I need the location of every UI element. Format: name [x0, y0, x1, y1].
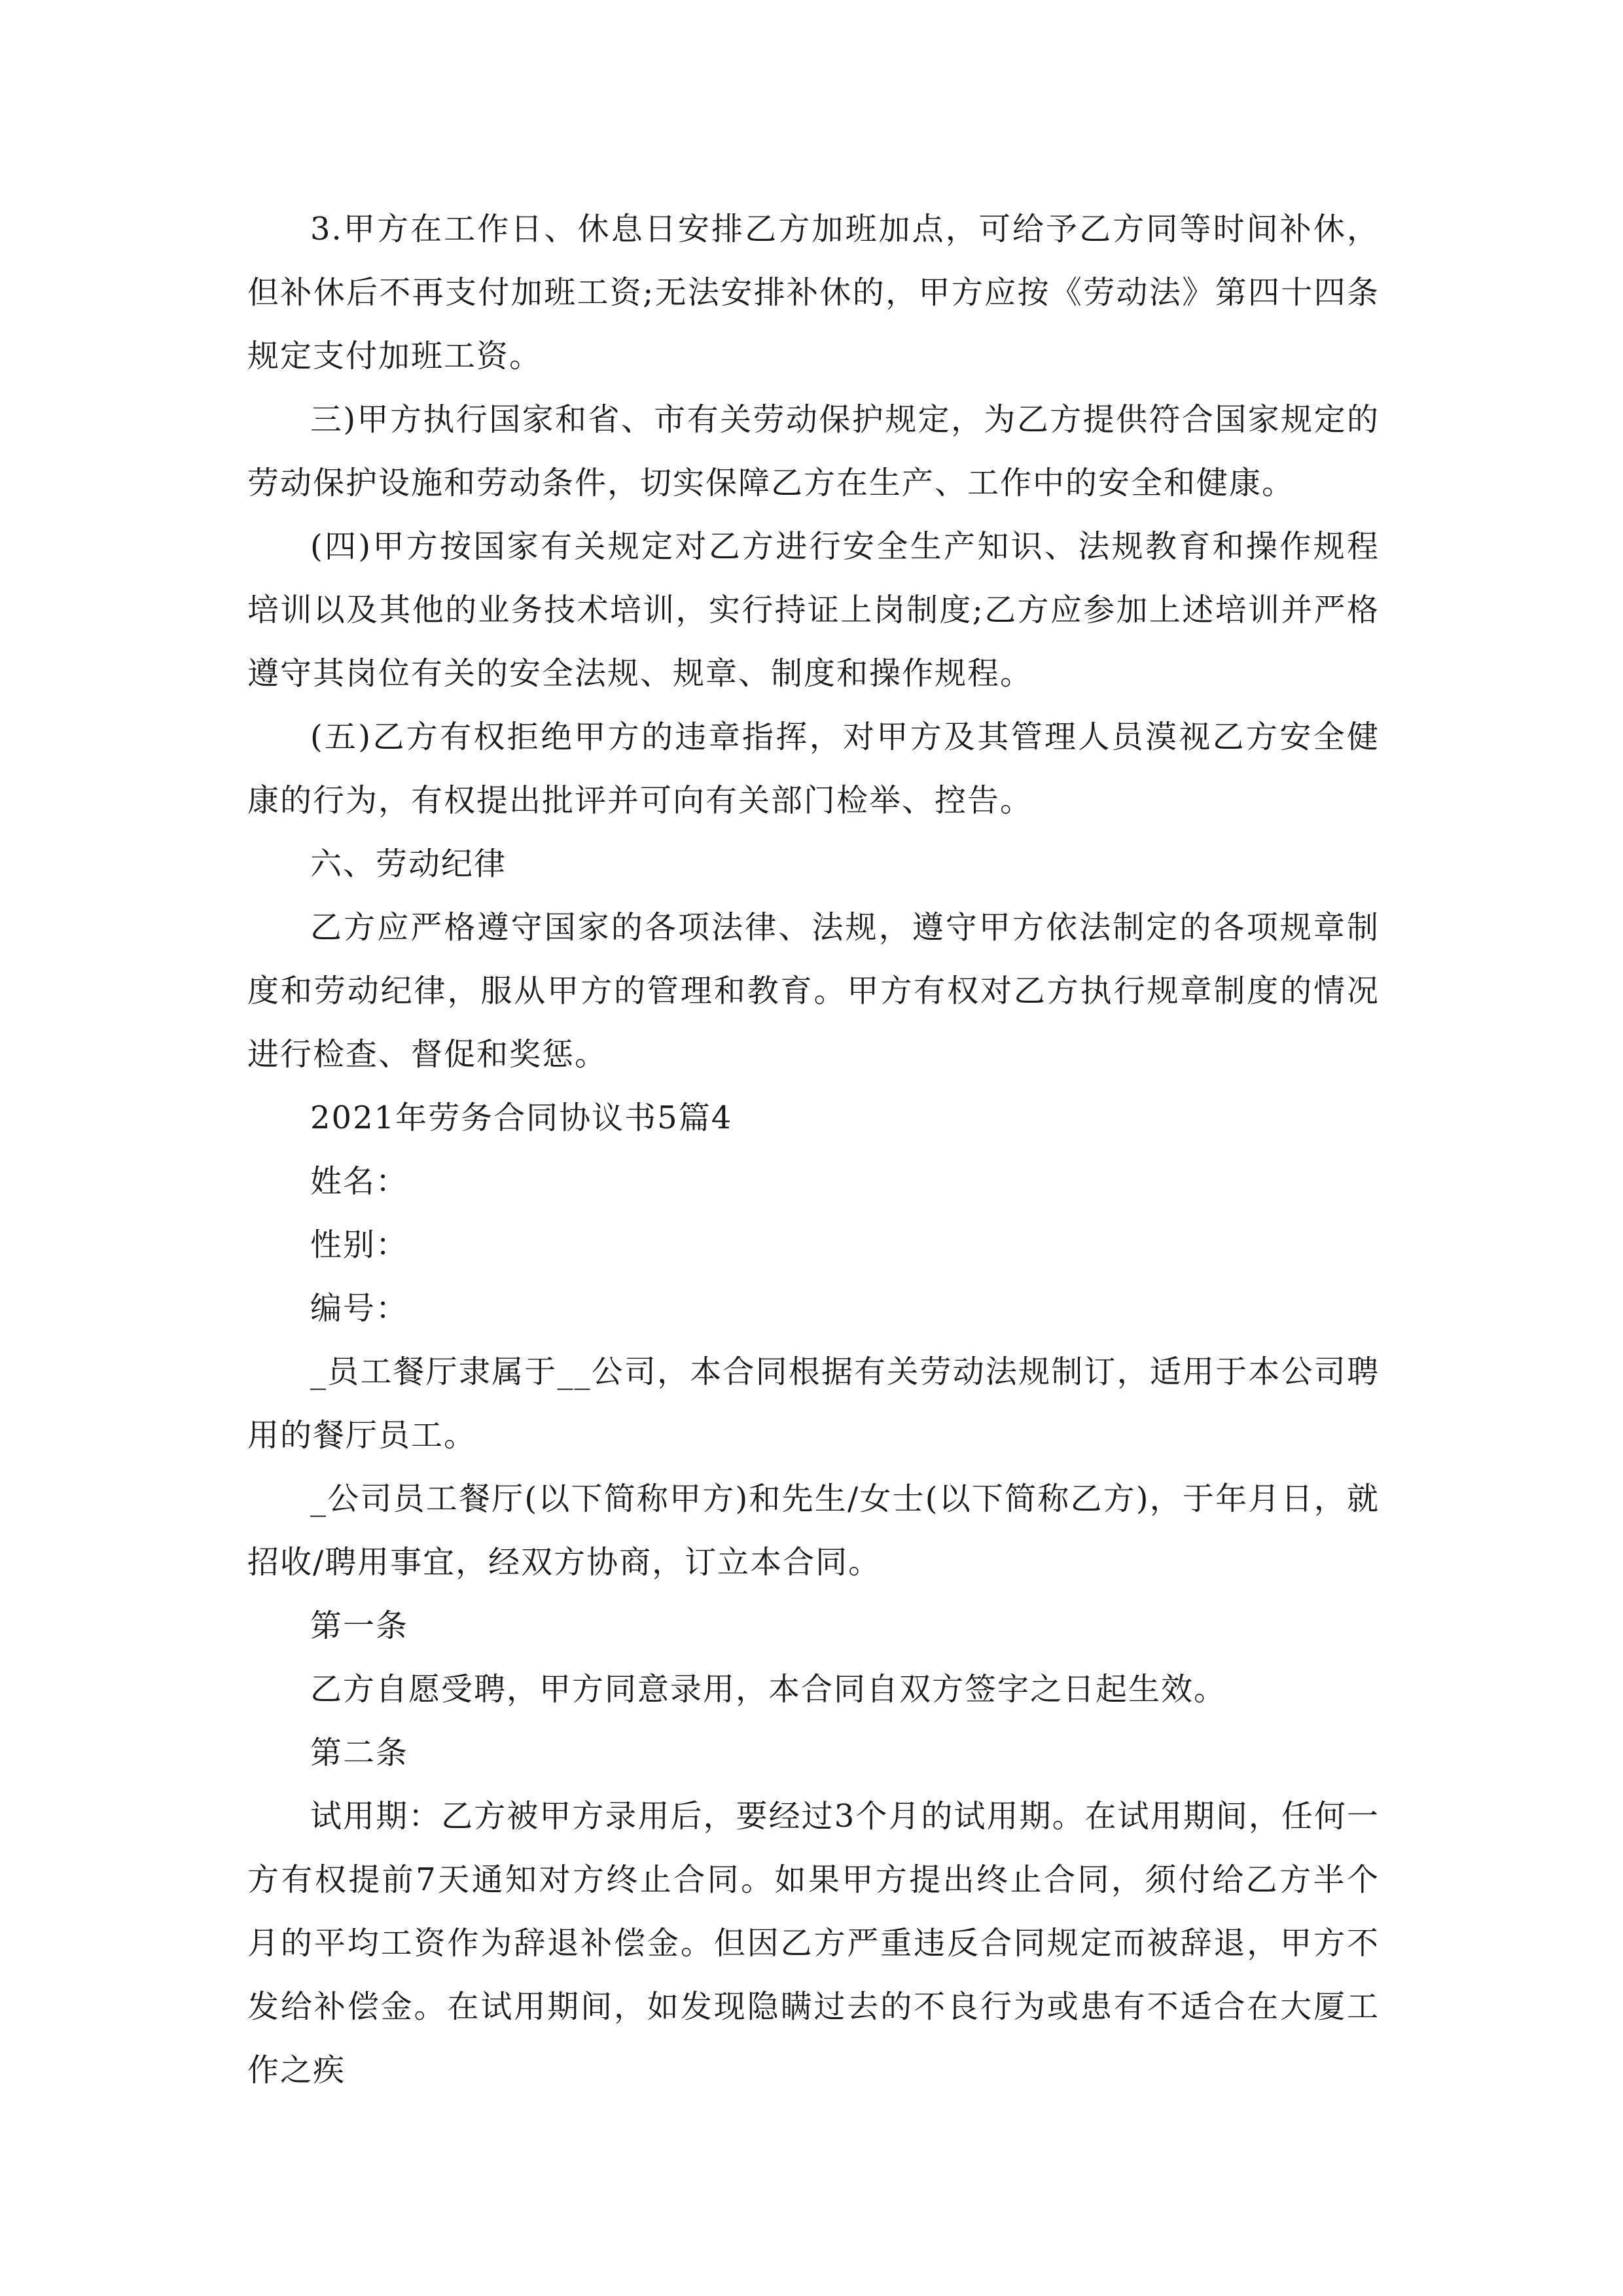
article-2-heading: 第二条	[310, 1734, 409, 1771]
section-heading-labor-discipline: 六、劳动纪律	[310, 846, 507, 882]
paragraph-labor-protection: 三)甲方执行国家和省、市有关劳动保护规定，为乙方提供符合国家规定的劳动保护设施和劳动条件，切实保障乙方在生产、工作中的安全和健康。	[247, 401, 1380, 501]
paragraph-safety-training: (四)甲方按国家有关规定对乙方进行安全生产知识、法规教育和操作规程培训以及其他的业务技术培训，实行持证上岗制度;乙方应参加上述培训并严格遵守其岗位有关的安全法规、规章、制度和操作规程。	[247, 528, 1380, 692]
paragraph-refuse-violation: (五)乙方有权拒绝甲方的违章指挥，对甲方及其管理人员漠视乙方安全健康的行为，有权提出批评并可向有关部门检举、控告。	[247, 719, 1380, 819]
paragraph-overtime-compensation: 3.甲方在工作日、休息日安排乙方加班加点，可给予乙方同等时间补休，但补休后不再支付加班工资;无法安排补休的，甲方应按《劳动法》第四十四条规定支付加班工资。	[247, 211, 1380, 374]
field-gender-label: 性别：	[310, 1227, 409, 1263]
field-name-label: 姓名：	[310, 1163, 409, 1200]
paragraph-labor-discipline: 乙方应严格遵守国家的各项法律、法规，遵守甲方依法制定的各项规章制度和劳动纪律，服从甲方的管理和教育。甲方有权对乙方执行规章制度的情况进行检查、督促和奖惩。	[247, 909, 1380, 1073]
contract-title: 2021年劳务合同协议书5篇4	[310, 1100, 733, 1136]
article-1-heading: 第一条	[310, 1607, 409, 1644]
paragraph-canteen-affiliation: _员工餐厅隶属于__公司，本合同根据有关劳动法规制订，适用于本公司聘用的餐厅员工。	[247, 1354, 1380, 1454]
document-body	[247, 198, 1380, 2102]
paragraph-parties: _公司员工餐厅(以下简称甲方)和先生/女士(以下简称乙方)，于年月日，就招收/聘用事宜，经双方协商，订立本合同。	[247, 1480, 1380, 1581]
field-number-label: 编号：	[310, 1290, 409, 1327]
article-2-probation-text: 试用期：乙方被甲方录用后，要经过3个月的试用期。在试用期间，任何一方有权提前7天通知对方终止合同。如果甲方提出终止合同，须付给乙方半个月的平均工资作为辞退补偿金。但因乙方严重违反合同规定而被辞退，甲方不发给补偿金。在试用期间，如发现隐瞒过去的不良行为或患有不适合在大厦工作之疾	[247, 1798, 1380, 2089]
article-1-text: 乙方自愿受聘，甲方同意录用，本合同自双方签字之日起生效。	[310, 1671, 1227, 1708]
